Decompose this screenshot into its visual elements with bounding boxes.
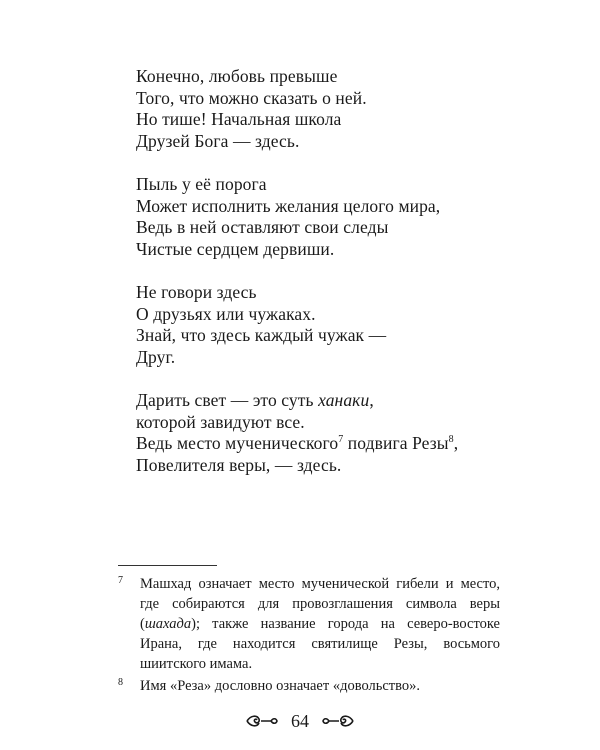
page-footer: [0, 708, 600, 734]
poem-line: Не говори здесь: [136, 282, 257, 302]
footnote-number: 8: [118, 677, 123, 688]
poem-text: Дарить свет — это суть: [136, 390, 319, 410]
poem-line: Ведь в ней оставляют свои следы: [136, 217, 389, 237]
footnote-text: [140, 574, 500, 674]
poem-line: Знай, что здесь каждый чужак —: [136, 325, 387, 345]
ornament-right-icon: [321, 713, 355, 729]
stanza-1: [136, 66, 516, 152]
ornament-left-icon: [245, 713, 279, 729]
poem-line: Повелителя веры, — здесь.: [136, 454, 342, 475]
poem-line: Чистые сердцем дервиши.: [136, 238, 335, 259]
stanza-4: [136, 390, 516, 476]
poem-line: [136, 433, 516, 455]
poem-line: Пыль у её порога: [136, 174, 267, 194]
footnote-text-part: Машхад означает место мученической гибели и место, где собираются для провозглашения символа веры (: [140, 576, 500, 632]
poem-text: ,: [369, 390, 374, 410]
italic-term: ханаки: [318, 390, 370, 410]
poem-line: которой завидуют все.: [136, 411, 305, 432]
poem-line: О друзьях или чужаках.: [136, 303, 316, 324]
poem-line: Того, что можно сказать о ней.: [136, 87, 367, 108]
poem-text: подвига Резы: [343, 433, 449, 453]
footnote-7: [118, 574, 500, 674]
page-number: 64: [291, 711, 309, 731]
italic-term: шахада: [144, 616, 192, 632]
poem-text: ,: [453, 433, 459, 453]
poem-line: Но тише! Начальная школа: [136, 109, 342, 129]
footnote-ref-8[interactable]: 8: [448, 434, 454, 445]
poem-line: Может исполнить желания целого мира,: [136, 195, 441, 216]
poem-line: Друзей Бога — здесь.: [136, 130, 300, 151]
poem-line: [136, 390, 516, 412]
stanza-2: [136, 174, 516, 260]
poem: [136, 66, 516, 498]
footnote-text-part: ); также название города на северо-востоке Ирана, где находится святилище Резы, восьмого шиитского имама.: [140, 616, 500, 672]
poem-text: Ведь место мученического: [136, 433, 339, 453]
footnote-ref-7[interactable]: 7: [338, 434, 344, 445]
footnotes: [118, 574, 500, 698]
poem-line: Друг.: [136, 346, 176, 367]
footnote-8: [118, 676, 500, 696]
poem-line: Конечно, любовь превыше: [136, 66, 338, 86]
footnote-text: Имя «Реза» дословно означает «довольство».: [140, 678, 421, 694]
footnote-divider: [118, 565, 217, 566]
footnote-number: 7: [118, 575, 123, 586]
stanza-3: [136, 282, 516, 368]
